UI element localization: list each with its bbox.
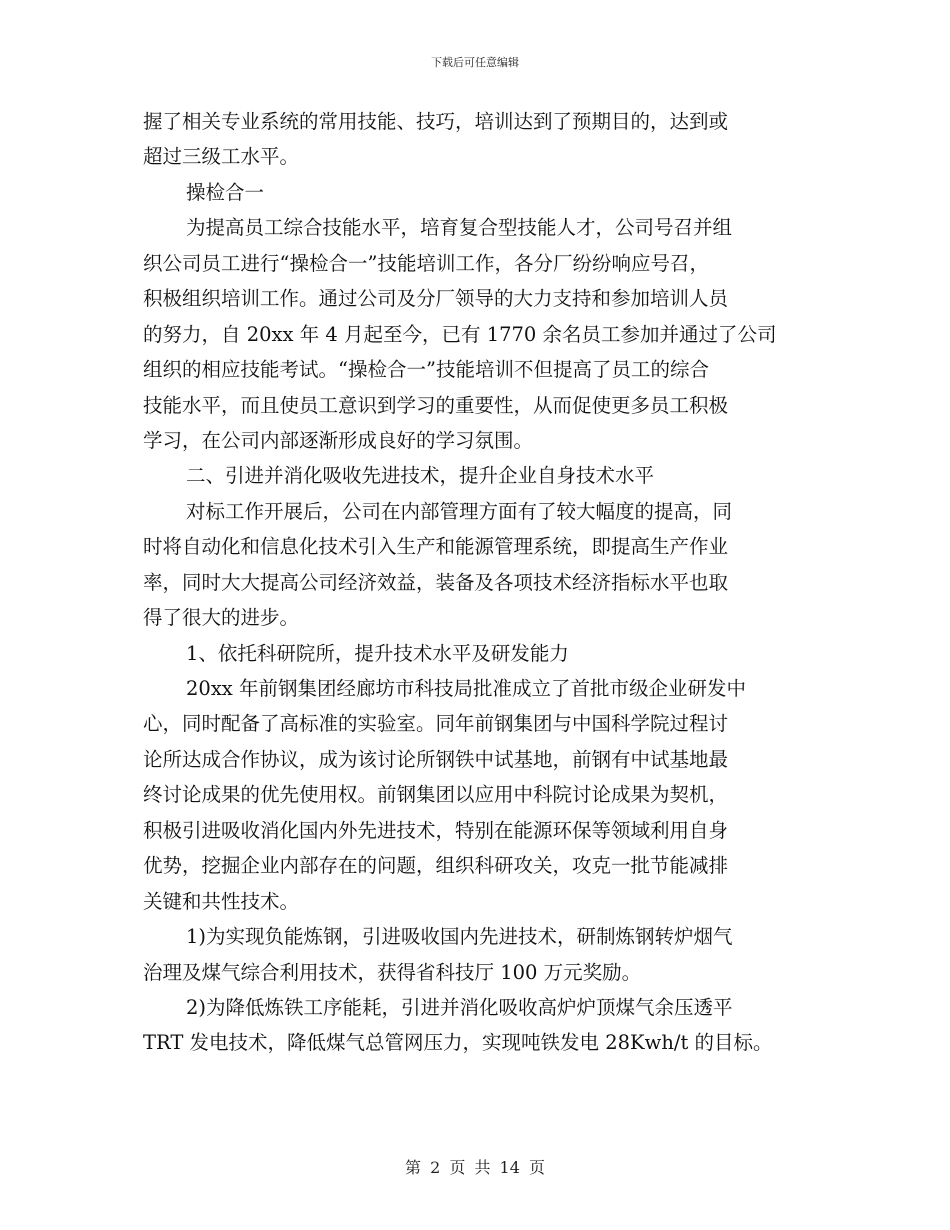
text-line: 得了很大的进步。: [143, 606, 300, 630]
page-header: 下载后可任意编辑: [431, 56, 519, 69]
text-line: TRT 发电技术，降低煤气总管网压力，实现吨铁发电 28Kwh/t 的目标。: [143, 1031, 773, 1055]
text-line: 论所达成合作协议，成为该讨论所钢铁中试基地，前钢有中试基地最: [143, 747, 729, 771]
text-line: 20xx 年前钢集团经廊坊市科技局批准成立了首批市级企业研发中: [186, 677, 747, 700]
text-line: 握了相关专业系统的常用技能、技巧，培训达到了预期目的，达到或: [143, 110, 729, 133]
text-line: 织公司员工进行“操检合一”技能培训工作，各分厂纷纷响应号召，: [143, 251, 709, 275]
text-line: 积极引进吸收消化国内外先进技术，特别在能源环保等领域利用自身: [143, 818, 729, 842]
text-line: 积极组织培训工作。通过公司及分厂领导的大力支持和参加培训人员: [143, 287, 729, 311]
text-line: 治理及煤气综合利用技术，获得省科技厅 100 万元奖励。: [143, 960, 642, 984]
text-line: 率，同时大大提高公司经济效益，装备及各项技术经济指标水平也取: [143, 570, 729, 594]
text-line: 操检合一: [186, 180, 265, 204]
text-line: 终讨论成果的优先使用权。前钢集团以应用中科院讨论成果为契机，: [143, 783, 729, 807]
page-footer: 第 2 页 共 14 页: [405, 1158, 545, 1177]
text-line: 二、引进并消化吸收先进技术，提升企业自身技术水平: [186, 464, 655, 488]
text-line: 的努力，自 20xx 年 4 月起至今，已有 1770 余名员工参加并通过了公司: [143, 322, 777, 346]
text-line: 时将自动化和信息化技术引入生产和能源管理系统，即提高生产作业: [143, 535, 729, 559]
text-line: 2)为降低炼铁工序能耗，引进并消化吸收高炉炉顶煤气余压透平: [186, 995, 733, 1019]
document-body: [143, 104, 808, 1061]
text-line: 为提高员工综合技能水平，培育复合型技能人才，公司号召并组: [186, 216, 733, 240]
text-line: 1)为实现负能炼钢，引进吸收国内先进技术，研制炼钢转炉烟气: [186, 925, 733, 949]
text-line: 关键和共性技术。: [143, 889, 300, 913]
text-line: 学习，在公司内部逐渐形成良好的学习氛围。: [143, 428, 534, 452]
text-line: 组织的相应技能考试。“操检合一”技能培训不但提高了员工的综合: [143, 358, 709, 382]
text-line: 心，同时配备了高标准的实验室。同年前钢集团与中国科学院过程讨: [143, 712, 729, 736]
text-line: 对标工作开展后，公司在内部管理方面有了较大幅度的提高，同: [186, 499, 733, 523]
text-line: 技能水平，而且使员工意识到学习的重要性，从而促使更多员工积极: [143, 393, 729, 417]
text-line: 优势，挖掘企业内部存在的问题，组织科研攻关，攻克一批节能减排: [143, 854, 729, 878]
text-line: 1、依托科研院所，提升技术水平及研发能力: [186, 641, 569, 665]
text-line: 超过三级工水平。: [143, 145, 300, 169]
